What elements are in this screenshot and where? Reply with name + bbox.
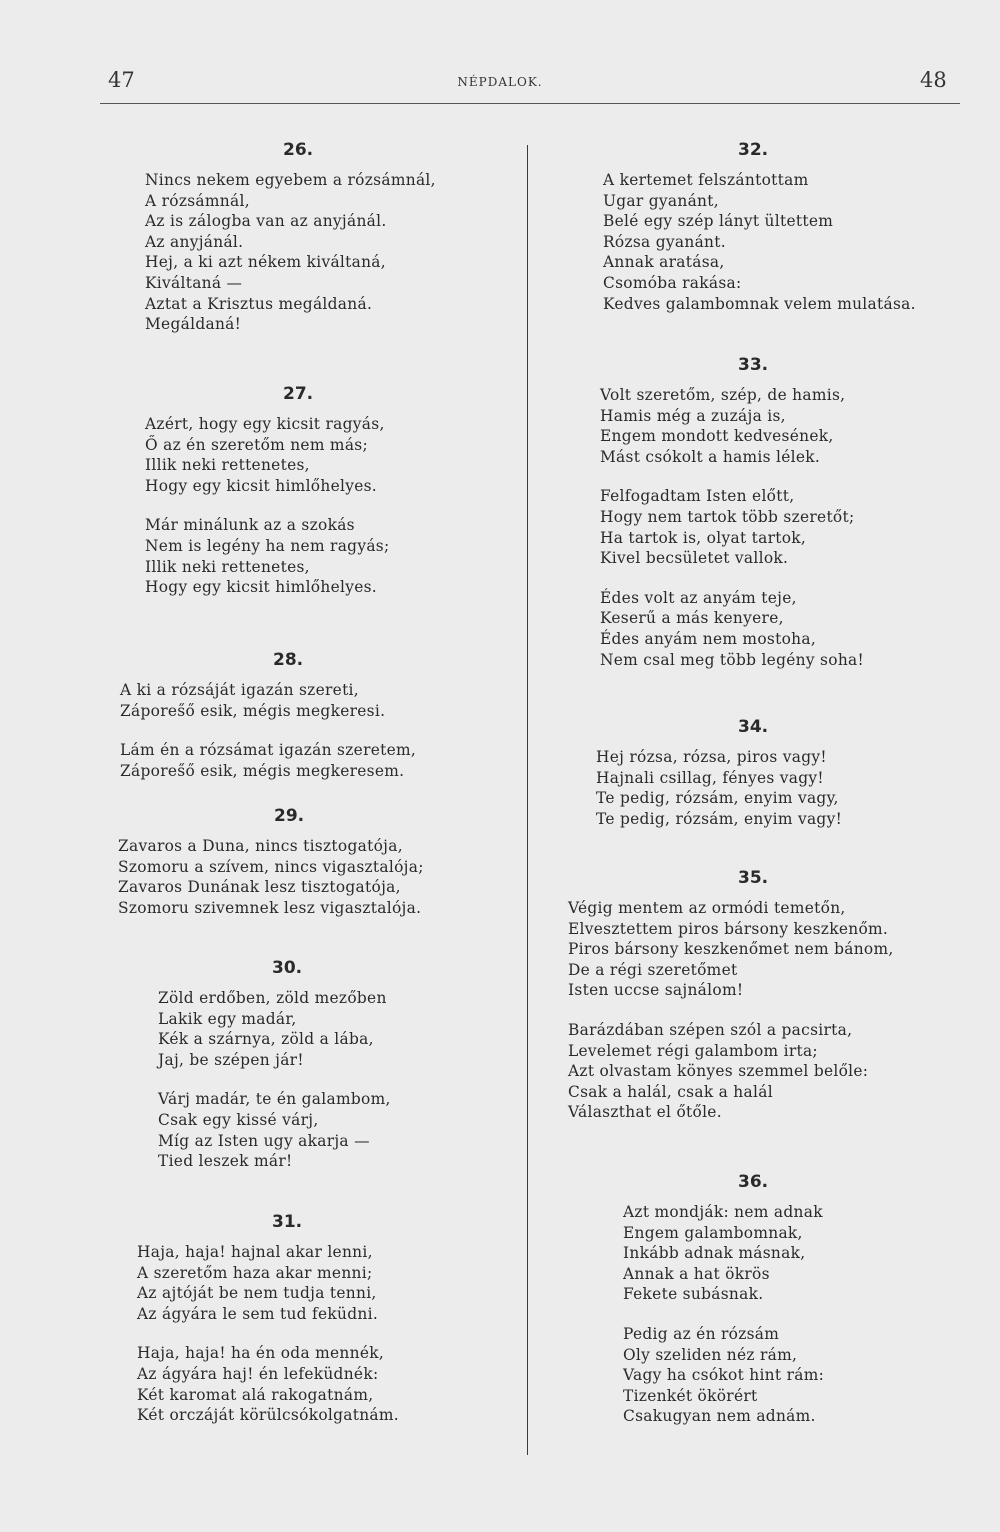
poem-35	[568, 868, 894, 1123]
verse-line: Engem galambomnak,	[623, 1223, 803, 1242]
verse-line: A szeretőm haza akar menni;	[137, 1263, 373, 1282]
verse-line: Te pedig, rózsám, enyim vagy!	[596, 809, 843, 828]
verse-line: A rózsámnál,	[145, 191, 250, 210]
poem-31	[137, 1212, 399, 1426]
verse-line: Zavaros Dunának lesz tisztogatója,	[118, 878, 401, 897]
right-page-number: 48	[920, 68, 947, 92]
verse-line: Csak a halál, csak a halál	[568, 1082, 773, 1101]
verse-line: Kék a szárnya, zöld a lába,	[158, 1030, 374, 1049]
verse-line: Hogy egy kicsit himlőhelyes.	[145, 476, 377, 495]
verse-line: Már minálunk az a szokás	[145, 516, 355, 535]
stanza	[145, 515, 390, 597]
verse-line: Kivel becsületet vallok.	[600, 549, 789, 568]
verse-line: Zápores̋ő esik, mégis megkeresi.	[120, 701, 386, 720]
verse-line: Te pedig, rózsám, enyim vagy,	[596, 789, 839, 808]
verse-line: Ő az én szeretőm nem más;	[145, 435, 368, 454]
verse-line: Zöld erdőben, zöld mezőben	[158, 989, 387, 1007]
stanza	[600, 588, 864, 670]
verse-line: Engem mondott kedvesének,	[600, 427, 834, 446]
poem-number: 27.	[283, 384, 314, 404]
verse-line: Zápores̋ő esik, mégis megkeresem.	[120, 761, 405, 780]
header-rule	[100, 103, 960, 104]
verse-line: Haja, haja! ha én oda mennék,	[137, 1344, 385, 1363]
poem-number: 34.	[738, 717, 769, 737]
poem-number: 36.	[738, 1172, 769, 1192]
verse-line: Két karomat alá rakogatnám,	[137, 1385, 374, 1404]
verse-line: Édes anyám nem mostoha,	[600, 629, 817, 648]
verse-line: Az is zálogba van az anyjánál.	[145, 212, 387, 231]
verse-line: A ki a rózsáját igazán szereti,	[120, 681, 359, 699]
verse-line: Elvesztettem piros bársony keszkenőm.	[568, 919, 889, 938]
verse-line: Hej rózsa, rózsa, piros vagy!	[596, 748, 827, 766]
verse-line: Az ágyára haj! én lefeküdnék:	[137, 1364, 379, 1383]
verse-line: Annak aratása,	[603, 253, 725, 272]
left-page-number: 47	[108, 68, 135, 92]
stanza	[158, 1089, 391, 1171]
stanza	[596, 747, 842, 829]
stanza	[137, 1343, 399, 1425]
running-title: NÉPDALOK.	[457, 75, 543, 89]
poem-number: 33.	[738, 355, 769, 375]
verse-line: Rózsa gyanánt.	[603, 232, 726, 251]
stanza	[568, 898, 894, 1001]
verse-line: Csomóba rakása:	[603, 273, 742, 292]
poem-number: 30.	[272, 958, 303, 978]
column-divider	[527, 145, 528, 1455]
verse-line: Azt mondják: nem adnak	[623, 1203, 823, 1221]
stanza	[137, 1242, 399, 1324]
verse-line: Míg az Isten ugy akarja —	[158, 1131, 370, 1150]
verse-line: Levelemet régi galambom irta;	[568, 1041, 818, 1060]
verse-line: Hajnali csillag, fényes vagy!	[596, 768, 824, 787]
stanza	[600, 385, 864, 467]
verse-line: Belé egy szép lányt ültettem	[603, 212, 834, 231]
verse-line: Várj madár, te én galambom,	[158, 1090, 391, 1109]
verse-line: Annak a hat ökrös	[623, 1264, 770, 1283]
poem-number: 26.	[283, 140, 314, 160]
verse-line: Az ágyára le sem tud feküdni.	[137, 1304, 379, 1323]
poem-27	[145, 384, 390, 598]
verse-line: Megáldaná!	[145, 315, 242, 334]
verse-line: Csakugyan nem adnám.	[623, 1407, 816, 1426]
stanza	[158, 988, 391, 1070]
verse-line: Oly szeliden néz rám,	[623, 1345, 798, 1364]
verse-line: Tied leszek már!	[158, 1152, 293, 1171]
verse-line: Felfogadtam Isten előtt,	[600, 487, 795, 506]
stanza	[118, 836, 424, 918]
verse-line: Lám én a rózsámat igazán szeretem,	[120, 741, 417, 760]
verse-line: Nem csal meg több legény soha!	[600, 650, 864, 669]
verse-line: Kedves galambomnak velem mulatása.	[603, 294, 916, 313]
stanza	[603, 170, 916, 314]
poem-26	[145, 140, 436, 335]
verse-line: Hej, a ki azt nékem kiváltaná,	[145, 253, 386, 272]
verse-line: A kertemet felszántottam	[603, 171, 809, 189]
verse-line: Mást csókolt a hamis lélek.	[600, 447, 821, 466]
poem-number: 28.	[273, 650, 304, 670]
poem-32	[603, 140, 916, 314]
poem-number: 29.	[274, 806, 305, 826]
verse-line: Hamis még a zuzája is,	[600, 406, 786, 425]
stanza	[120, 680, 416, 721]
verse-line: Választhat el őtőle.	[568, 1103, 722, 1122]
verse-line: Haja, haja! hajnal akar lenni,	[137, 1243, 373, 1261]
verse-line: Hogy egy kicsit himlőhelyes.	[145, 578, 377, 597]
poem-number: 31.	[272, 1212, 303, 1232]
poem-30	[158, 958, 391, 1172]
verse-line: Édes volt az anyám teje,	[600, 588, 797, 607]
verse-line: Tizenkét ökörért	[623, 1386, 758, 1405]
verse-line: Nem is legény ha nem ragyás;	[145, 536, 390, 555]
stanza	[145, 414, 390, 496]
verse-line: Szomoru szivemnek lesz vigasztalója.	[118, 898, 422, 917]
verse-line: Jaj, be szépen jár!	[158, 1050, 304, 1069]
verse-line: Fekete subásnak.	[623, 1285, 764, 1304]
verse-line: De a régi szeretőmet	[568, 960, 738, 979]
verse-line: Két orczáját körülcsókolgatnám.	[137, 1406, 399, 1425]
verse-line: Pedig az én rózsám	[623, 1324, 780, 1343]
stanza	[623, 1324, 824, 1427]
verse-line: Ha tartok is, olyat tartok,	[600, 528, 807, 547]
verse-line: Aztat a Krisztus megáldaná.	[145, 294, 373, 313]
stanza	[600, 486, 864, 568]
verse-line: Vagy ha csókot hint rám:	[623, 1366, 825, 1385]
poem-number: 32.	[738, 140, 769, 160]
verse-line: Végig mentem az ormódi temetőn,	[568, 899, 846, 917]
verse-line: Lakik egy madár,	[158, 1009, 297, 1028]
verse-line: Azt olvastam könyes szemmel belőle:	[568, 1062, 869, 1081]
verse-line: Keserű a más kenyere,	[600, 609, 784, 628]
verse-line: Azért, hogy egy kicsit ragyás,	[145, 415, 385, 433]
poem-36	[623, 1172, 824, 1427]
verse-line: Szomoru a szívem, nincs vigasztalója;	[118, 857, 424, 876]
verse-line: Az anyjánál.	[145, 232, 244, 251]
stanza	[145, 170, 436, 335]
verse-line: Illik neki rettenetes,	[145, 557, 310, 576]
stanza	[568, 1020, 894, 1123]
stanza	[120, 740, 416, 781]
verse-line: Zavaros a Duna, nincs tisztogatója,	[118, 837, 403, 855]
verse-line: Az ajtóját be nem tudja tenni,	[137, 1284, 377, 1303]
verse-line: Csak egy kissé várj,	[158, 1110, 319, 1129]
verse-line: Nincs nekem egyebem a rózsámnál,	[145, 171, 436, 189]
stanza	[623, 1202, 824, 1305]
verse-line: Piros bársony keszkenőmet nem bánom,	[568, 940, 894, 959]
verse-line: Illik neki rettenetes,	[145, 456, 310, 475]
verse-line: Isten uccse sajnálom!	[568, 981, 744, 1000]
verse-line: Ugar gyanánt,	[603, 191, 719, 210]
poem-34	[596, 717, 842, 829]
verse-line: Kiváltaná —	[145, 273, 243, 292]
poem-28	[120, 650, 416, 781]
verse-line: Inkább adnak másnak,	[623, 1244, 806, 1263]
poem-29	[118, 806, 424, 918]
verse-line: Barázdában szépen szól a pacsirta,	[568, 1020, 853, 1039]
verse-line: Hogy nem tartok több szeretőt;	[600, 507, 855, 526]
verse-line: Volt szeretőm, szép, de hamis,	[600, 386, 846, 404]
poem-number: 35.	[738, 868, 769, 888]
poem-33	[600, 355, 864, 670]
